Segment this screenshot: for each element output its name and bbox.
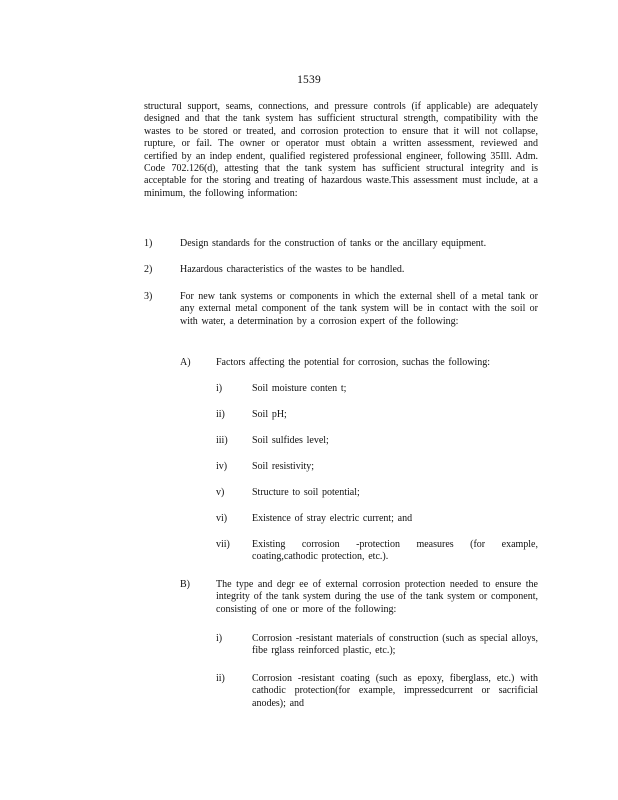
roman-item-number: iii)	[216, 435, 228, 446]
roman-item-text: Existence of stray electric current; and	[252, 513, 413, 524]
roman-item-text: Soil moisture conten t;	[252, 383, 347, 394]
roman-item-text: Structure to soil potential;	[252, 487, 360, 498]
roman-item-number: v)	[216, 487, 225, 498]
roman-item-number: ii)	[216, 409, 225, 420]
list-item-number: 2)	[144, 264, 153, 275]
list-item-number: 1)	[144, 238, 153, 249]
sub-item-text: Factors affecting the potential for corrosion, suchas the following:	[216, 357, 491, 368]
sub-item-text: The type and degr ee of external corrosion protection needed to ensure the integrity of the tank system during the use of the tank system or component, consisting of one or more of the following:	[216, 579, 538, 615]
page-number: 1539	[297, 74, 321, 86]
roman-item-text: Soil sulfides level;	[252, 435, 329, 446]
roman-item-text: Existing corrosion -protection measures (for example, coating,cathodic protection, etc.).	[252, 539, 538, 563]
list-item-text: Hazardous characteristics of the wastes to be handled.	[180, 264, 405, 275]
list-item-number: 3)	[144, 291, 153, 302]
roman-item-text: Soil resistivity;	[252, 461, 315, 472]
list-item-text: For new tank systems or components in which the external shell of a metal tank or any external metal component of the tank system will be in contact with the soil or with water, a determination by a corrosion expert of the following:	[180, 291, 538, 327]
roman-item-number: ii)	[216, 673, 225, 684]
intro-paragraph: structural support, seams, connections, and pressure controls (if applicable) are adequately designed and that the tank system has sufficient structural strength, compatibility with the wastes to be stored or treated, and corrosion protection to ensure that it will not collapse, rupture, or fail. The owner or operator must obtain a written assessment, reviewed and certified by an indep endent, qualified registered professional engineer, following 35Ill. Adm. Code 702.126(d), attesting that the tank system has sufficient structural integrity and is acceptable for the storing and treating of hazardous waste.This assessment must include, at a minimum, the following information:	[144, 101, 538, 199]
roman-item-number: i)	[216, 633, 223, 644]
sub-item-number: A)	[180, 357, 191, 368]
roman-item-text: Corrosion -resistant coating (such as epoxy, fiberglass, etc.) with cathodic protection(for example, impressedcurrent or sacrificial anodes); and	[252, 673, 538, 709]
roman-item-number: vi)	[216, 513, 228, 524]
list-item-text: Design standards for the construction of tanks or the ancillary equipment.	[180, 238, 487, 249]
roman-item-text: Corrosion -resistant materials of construction (such as special alloys, fibe rglass reinforced plastic, etc.);	[252, 633, 538, 657]
roman-item-number: iv)	[216, 461, 228, 472]
roman-item-number: vii)	[216, 539, 230, 550]
roman-item-text: Soil pH;	[252, 409, 287, 420]
sub-item-number: B)	[180, 579, 190, 590]
roman-item-number: i)	[216, 383, 223, 394]
